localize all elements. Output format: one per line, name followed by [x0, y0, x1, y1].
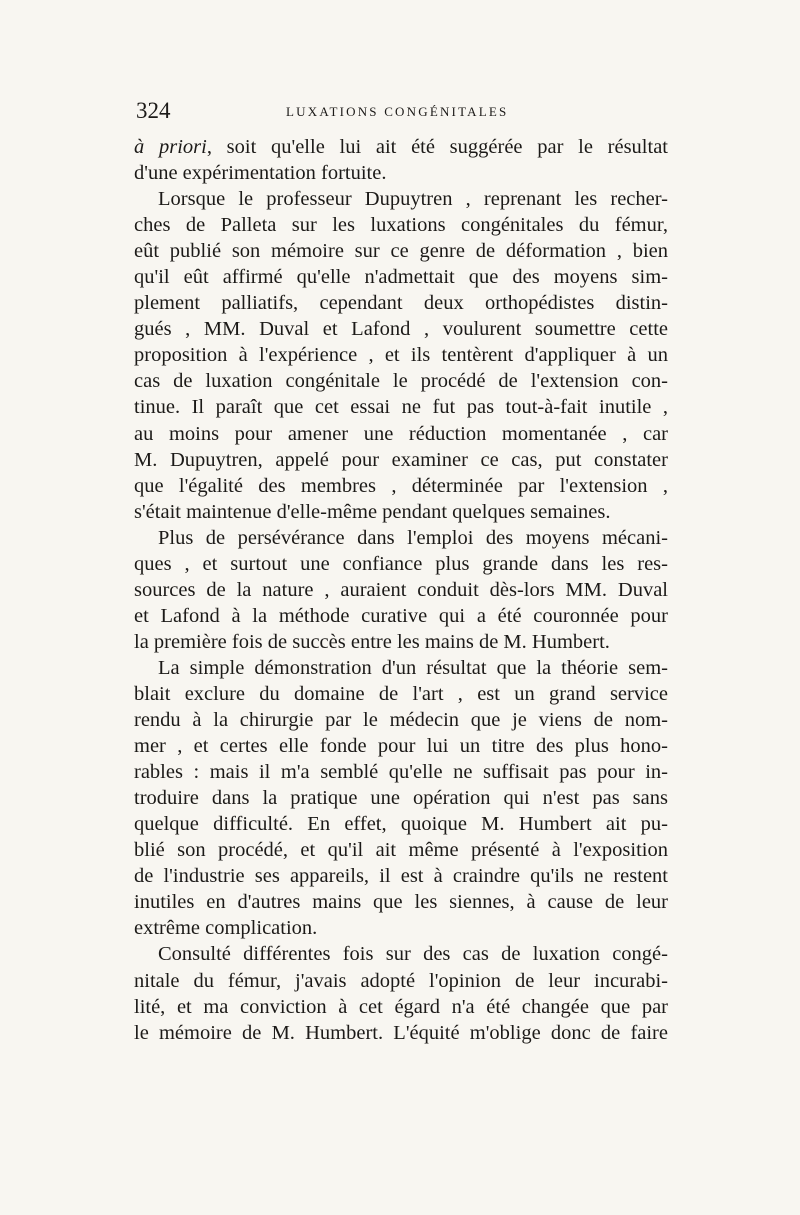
text-line: rables : mais il m'a semblé qu'elle ne suffisait pas pour in- — [134, 761, 668, 784]
text-line: proposition à l'expérience , et ils tentèrent d'appliquer à un — [134, 344, 668, 367]
text-line: quelque difficulté. En effet, quoique M. Humbert ait pu- — [134, 813, 668, 836]
text-line: ches de Palleta sur les luxations congénitales du fémur, — [134, 214, 668, 237]
text-line: et Lafond à la méthode curative qui a été couronnée pour — [134, 604, 668, 627]
running-head: LUXATIONS CONGÉNITALES — [286, 104, 509, 119]
text-line: que l'égalité des membres , déterminée par l'extension , — [134, 474, 668, 497]
text-line: cas de luxation congénitale le procédé de l'extension con- — [134, 370, 668, 393]
text-line: blait exclure du domaine de l'art , est un grand service — [134, 682, 668, 705]
text-line: mer , et certes elle fonde pour lui un titre des plus hono- — [134, 735, 668, 758]
text-line: inutiles en d'autres mains que les siennes, à cause de leur — [134, 891, 668, 914]
text-line: d'une expérimentation fortuite. — [134, 162, 387, 185]
text-line: ques , et surtout une confiance plus grande dans les res- — [134, 552, 668, 575]
text-line: gués , MM. Duval et Lafond , voulurent soumettre cette — [134, 318, 668, 341]
text-line: troduire dans la pratique une opération qui n'est pas sans — [134, 787, 668, 810]
text-line: nitale du fémur, j'avais adopté l'opinion de leur incurabi- — [134, 969, 668, 992]
page-number: 324 — [136, 98, 171, 123]
text-line: blié son procédé, et qu'il ait même présenté à l'exposition — [134, 839, 668, 862]
text-line: rendu à la chirurgie par le médecin que je viens de nom- — [134, 709, 668, 732]
text-line: lité, et ma conviction à cet égard n'a été changée que par — [134, 995, 668, 1018]
text-line: la première fois de succès entre les mains de M. Humbert. — [134, 630, 610, 653]
italic-phrase: à priori — [134, 136, 207, 158]
text-line: Lorsque le professeur Dupuytren , reprenant les recher- — [158, 188, 668, 211]
text-line: Consulté différentes fois sur des cas de luxation congé- — [158, 943, 668, 966]
text-line — [134, 134, 668, 160]
text-line: de l'industrie ses appareils, il est à craindre qu'ils ne restent — [134, 865, 668, 888]
text-line: plement palliatifs, cependant deux orthopédistes distin- — [134, 292, 668, 315]
text-line: eût publié son mémoire sur ce genre de déformation , bien — [134, 240, 668, 263]
text-line: tinue. Il paraît que cet essai ne fut pas tout-à-fait inutile , — [134, 396, 668, 419]
text-line: extrême complication. — [134, 917, 318, 940]
text-line: au moins pour amener une réduction momentanée , car — [134, 422, 668, 445]
text-line: s'était maintenue d'elle-même pendant quelques semaines. — [134, 500, 611, 523]
text-line: qu'il eût affirmé qu'elle n'admettait que des moyens sim- — [134, 266, 668, 289]
body-text — [134, 134, 668, 1046]
text-line: La simple démonstration d'un résultat que la théorie sem- — [158, 656, 668, 679]
page-header — [136, 96, 666, 126]
text-line: le mémoire de M. Humbert. L'équité m'oblige donc de faire — [134, 1021, 668, 1044]
text-line: sources de la nature , auraient conduit dès-lors MM. Duval — [134, 578, 668, 601]
text-line: Plus de persévérance dans l'emploi des moyens mécani- — [158, 526, 668, 549]
text-line: M. Dupuytren, appelé pour examiner ce cas, put constater — [134, 448, 668, 471]
text-fragment: , soit qu'elle lui ait été suggérée par le résultat — [206, 136, 668, 158]
